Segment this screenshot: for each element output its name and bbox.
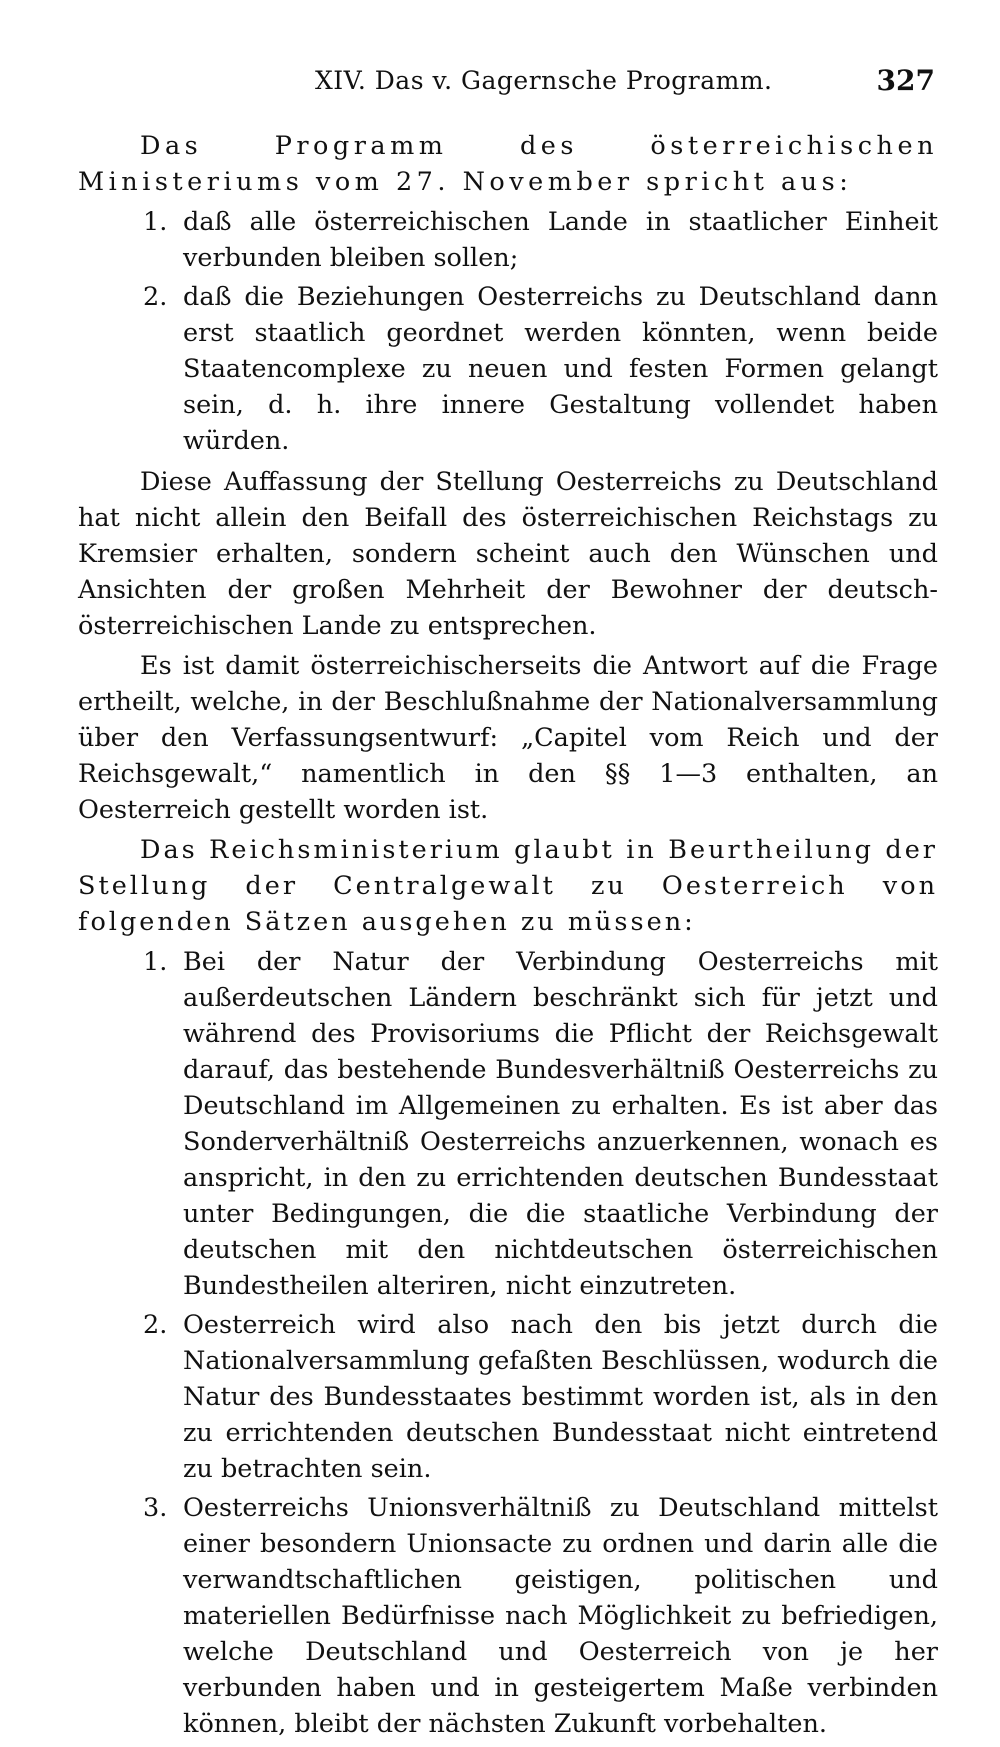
list-item-text: daß alle österreichischen Lande in staatlicher Einheit verbunden bleiben sollen; bbox=[183, 207, 938, 273]
list-item-number: 1. bbox=[143, 947, 168, 977]
body-text bbox=[78, 128, 938, 1747]
paragraph-reich-ministry: Das Reichsministerium glaubt in Beurtheilung der Stellung der Centralgewalt zu Oesterreich von folgenden Sätzen ausgehen zu müssen: bbox=[78, 835, 938, 937]
list-item-number: 3. bbox=[143, 1493, 168, 1523]
list-item bbox=[78, 279, 938, 459]
numbered-list-principles bbox=[78, 944, 938, 1742]
paragraph-ministry-program: Das Programm des österreichischen Ministeriums vom 27. November spricht aus: bbox=[78, 131, 938, 197]
running-title: XIV. Das v. Gagernsche Programm. bbox=[315, 66, 773, 95]
paragraph-answer: Es ist damit österreichischerseits die Antwort auf die Frage ertheilt, welche, in der Beschlußnahme der Nationalversammlung über den Verfassungsentwurf: „Capitel vom Reich und der Reichsgewalt,“ namentlich in den §§ 1—3 enthalten, an Oesterreich gestellt worden ist. bbox=[78, 651, 938, 825]
numbered-list-program bbox=[78, 204, 938, 459]
list-item bbox=[78, 944, 938, 1304]
list-item-text: Oesterreichs Unionsverhältniß zu Deutschland mittelst einer besondern Unionsacte zu ordnen und darin alle die verwandtschaftlichen geistigen, politischen und materiellen Bedürfnisse nach Möglichkeit zu befriedigen, welche Deutschland und Oesterreich von je her verbunden haben und in gesteigertem Maße verbinden können, bleibt der nächsten Zukunft vorbehalten. bbox=[183, 1493, 938, 1739]
list-item bbox=[78, 1490, 938, 1742]
paragraph-view-of-position: Diese Auffassung der Stellung Oesterreichs zu Deutschland hat nicht allein den Beifall des österreichischen Reichstags zu Kremsier erhalten, sondern scheint auch den Wünschen und Ansichten der großen Mehrheit der Bewohner der deutsch-österreichischen Lande zu entsprechen. bbox=[78, 467, 938, 641]
list-item-number: 2. bbox=[143, 1310, 168, 1340]
list-item-number: 2. bbox=[143, 282, 168, 312]
list-item bbox=[78, 204, 938, 276]
list-item-text: daß die Beziehungen Oesterreichs zu Deutschland dann erst staatlich geordnet werden könnten, wenn beide Staatencomplexe zu neuen und festen Formen gelangt sein, d. h. ihre innere Gestaltung vollendet haben würden. bbox=[183, 282, 938, 456]
list-item bbox=[78, 1307, 938, 1487]
page-number: 327 bbox=[876, 64, 935, 97]
list-item-text: Oesterreich wird also nach den bis jetzt durch die Nationalversammlung gefaßten Beschlüssen, wodurch die Natur des Bundesstaates bestimmt worden ist, als in den zu errichtenden deutschen Bundesstaat nicht eintretend zu betrachten sein. bbox=[183, 1310, 938, 1484]
list-item-number: 1. bbox=[143, 207, 168, 237]
list-item-text: Bei der Natur der Verbindung Oesterreichs mit außerdeutschen Ländern beschränkt sich für jetzt und während des Provisoriums die Pflicht der Reichsgewalt darauf, das bestehende Bundesverhältniß Oesterreichs zu Deutschland im Allgemeinen zu erhalten. Es ist aber das Sonderverhältniß Oesterreichs anzuerkennen, wonach es anspricht, in den zu errichtenden deutschen Bundesstaat unter Bedingungen, die die staatliche Verbindung der deutschen mit den nichtdeutschen österreichischen Bundestheilen alteriren, nicht einzutreten. bbox=[183, 947, 938, 1301]
page-header bbox=[160, 62, 935, 102]
